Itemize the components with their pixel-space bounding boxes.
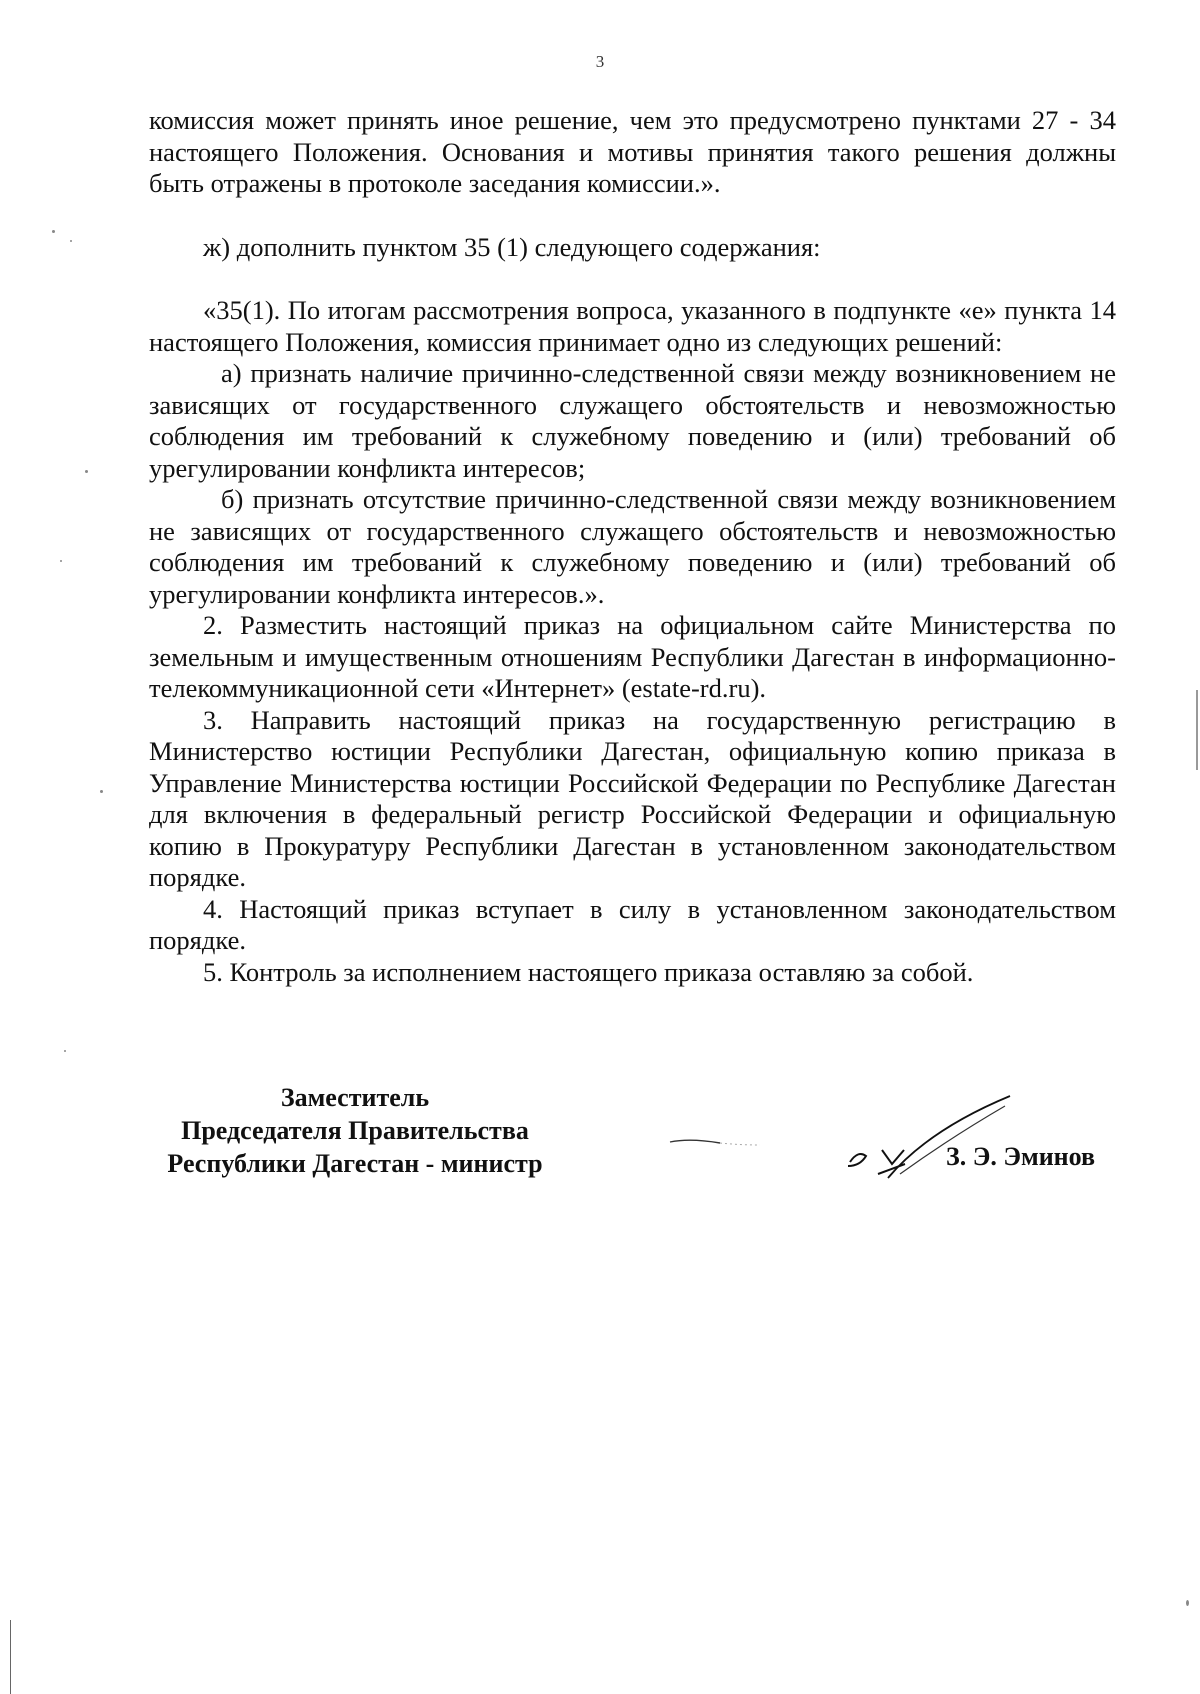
- scan-speck: [60, 560, 62, 562]
- scan-speck: [64, 1050, 66, 1052]
- signatory-name: З. Э. Эминов: [946, 1142, 1096, 1171]
- paragraph-point-3: 3. Направить настоящий приказ на государственную регистрацию в Министерство юстиции Республики Дагестан, официальную копию приказа в Управление Министерства юстиции Российской Федерации по Республике Дагестан для включения в федеральный регистр Российской Федерации и официальную копию в Прокуратуру Республики Дагестан в установленном законодательством порядке.: [149, 704, 1116, 892]
- scan-speck: [70, 240, 72, 242]
- scan-edge-left: [10, 1620, 11, 1694]
- scan-speck: [52, 230, 55, 233]
- scan-speck: [85, 470, 88, 473]
- signatory-title-line-2: Председателя Правительства: [181, 1116, 529, 1145]
- paragraph-item-35-1: «35(1). По итогам рассмотрения вопроса, указанного в подпункте «е» пункта 14 настоящего Положения, комиссия принимает одно из следующих решений:: [149, 295, 1116, 357]
- paragraph-decision-a: а) признать наличие причинно-следственной связи между возникновением не зависящих от государственного служащего обстоятельств и невозможностью соблюдения им требований к служебному поведению и (или) требований об урегулировании конфликта интересов;: [149, 358, 1116, 483]
- scan-speck: [1186, 1600, 1189, 1606]
- signatory-title-line-1: Заместитель: [280, 1083, 430, 1112]
- scan-speck: [100, 790, 103, 793]
- paragraph-point-2: 2. Разместить настоящий приказ на официальном сайте Министерства по земельным и имущественным отношениям Республики Дагестан в информационно-телекоммуникационной сети «Интернет» (estate-rd.ru).: [149, 610, 1116, 703]
- signatory-title: [120, 1081, 590, 1180]
- document-body: [149, 105, 1116, 988]
- scan-edge-right: [1196, 690, 1198, 770]
- paragraph-point-4: 4. Настоящий приказ вступает в силу в установленном законодательством порядке.: [149, 893, 1116, 955]
- paragraph-point-5: 5. Контроль за исполнением настоящего приказа оставляю за собой.: [203, 956, 974, 987]
- paragraph-decision-b: б) признать отсутствие причинно-следственной связи между возникновением не зависящих от государственного служащего обстоятельств и невозможностью соблюдения им требований к служебному поведению и (или) требований об урегулировании конфликта интересов.».: [149, 484, 1116, 609]
- page-number: 3: [595, 52, 605, 71]
- signatory-title-line-3: Республики Дагестан - министр: [167, 1149, 543, 1178]
- paragraph-amendment-zh: ж) дополнить пунктом 35 (1) следующего содержания:: [203, 231, 821, 262]
- paragraph-continuation: комиссия может принять иное решение, чем это предусмотрено пунктами 27 - 34 настоящего Положения. Основания и мотивы принятия такого решения должны быть отражены в протоколе заседания комиссии.».: [149, 105, 1116, 198]
